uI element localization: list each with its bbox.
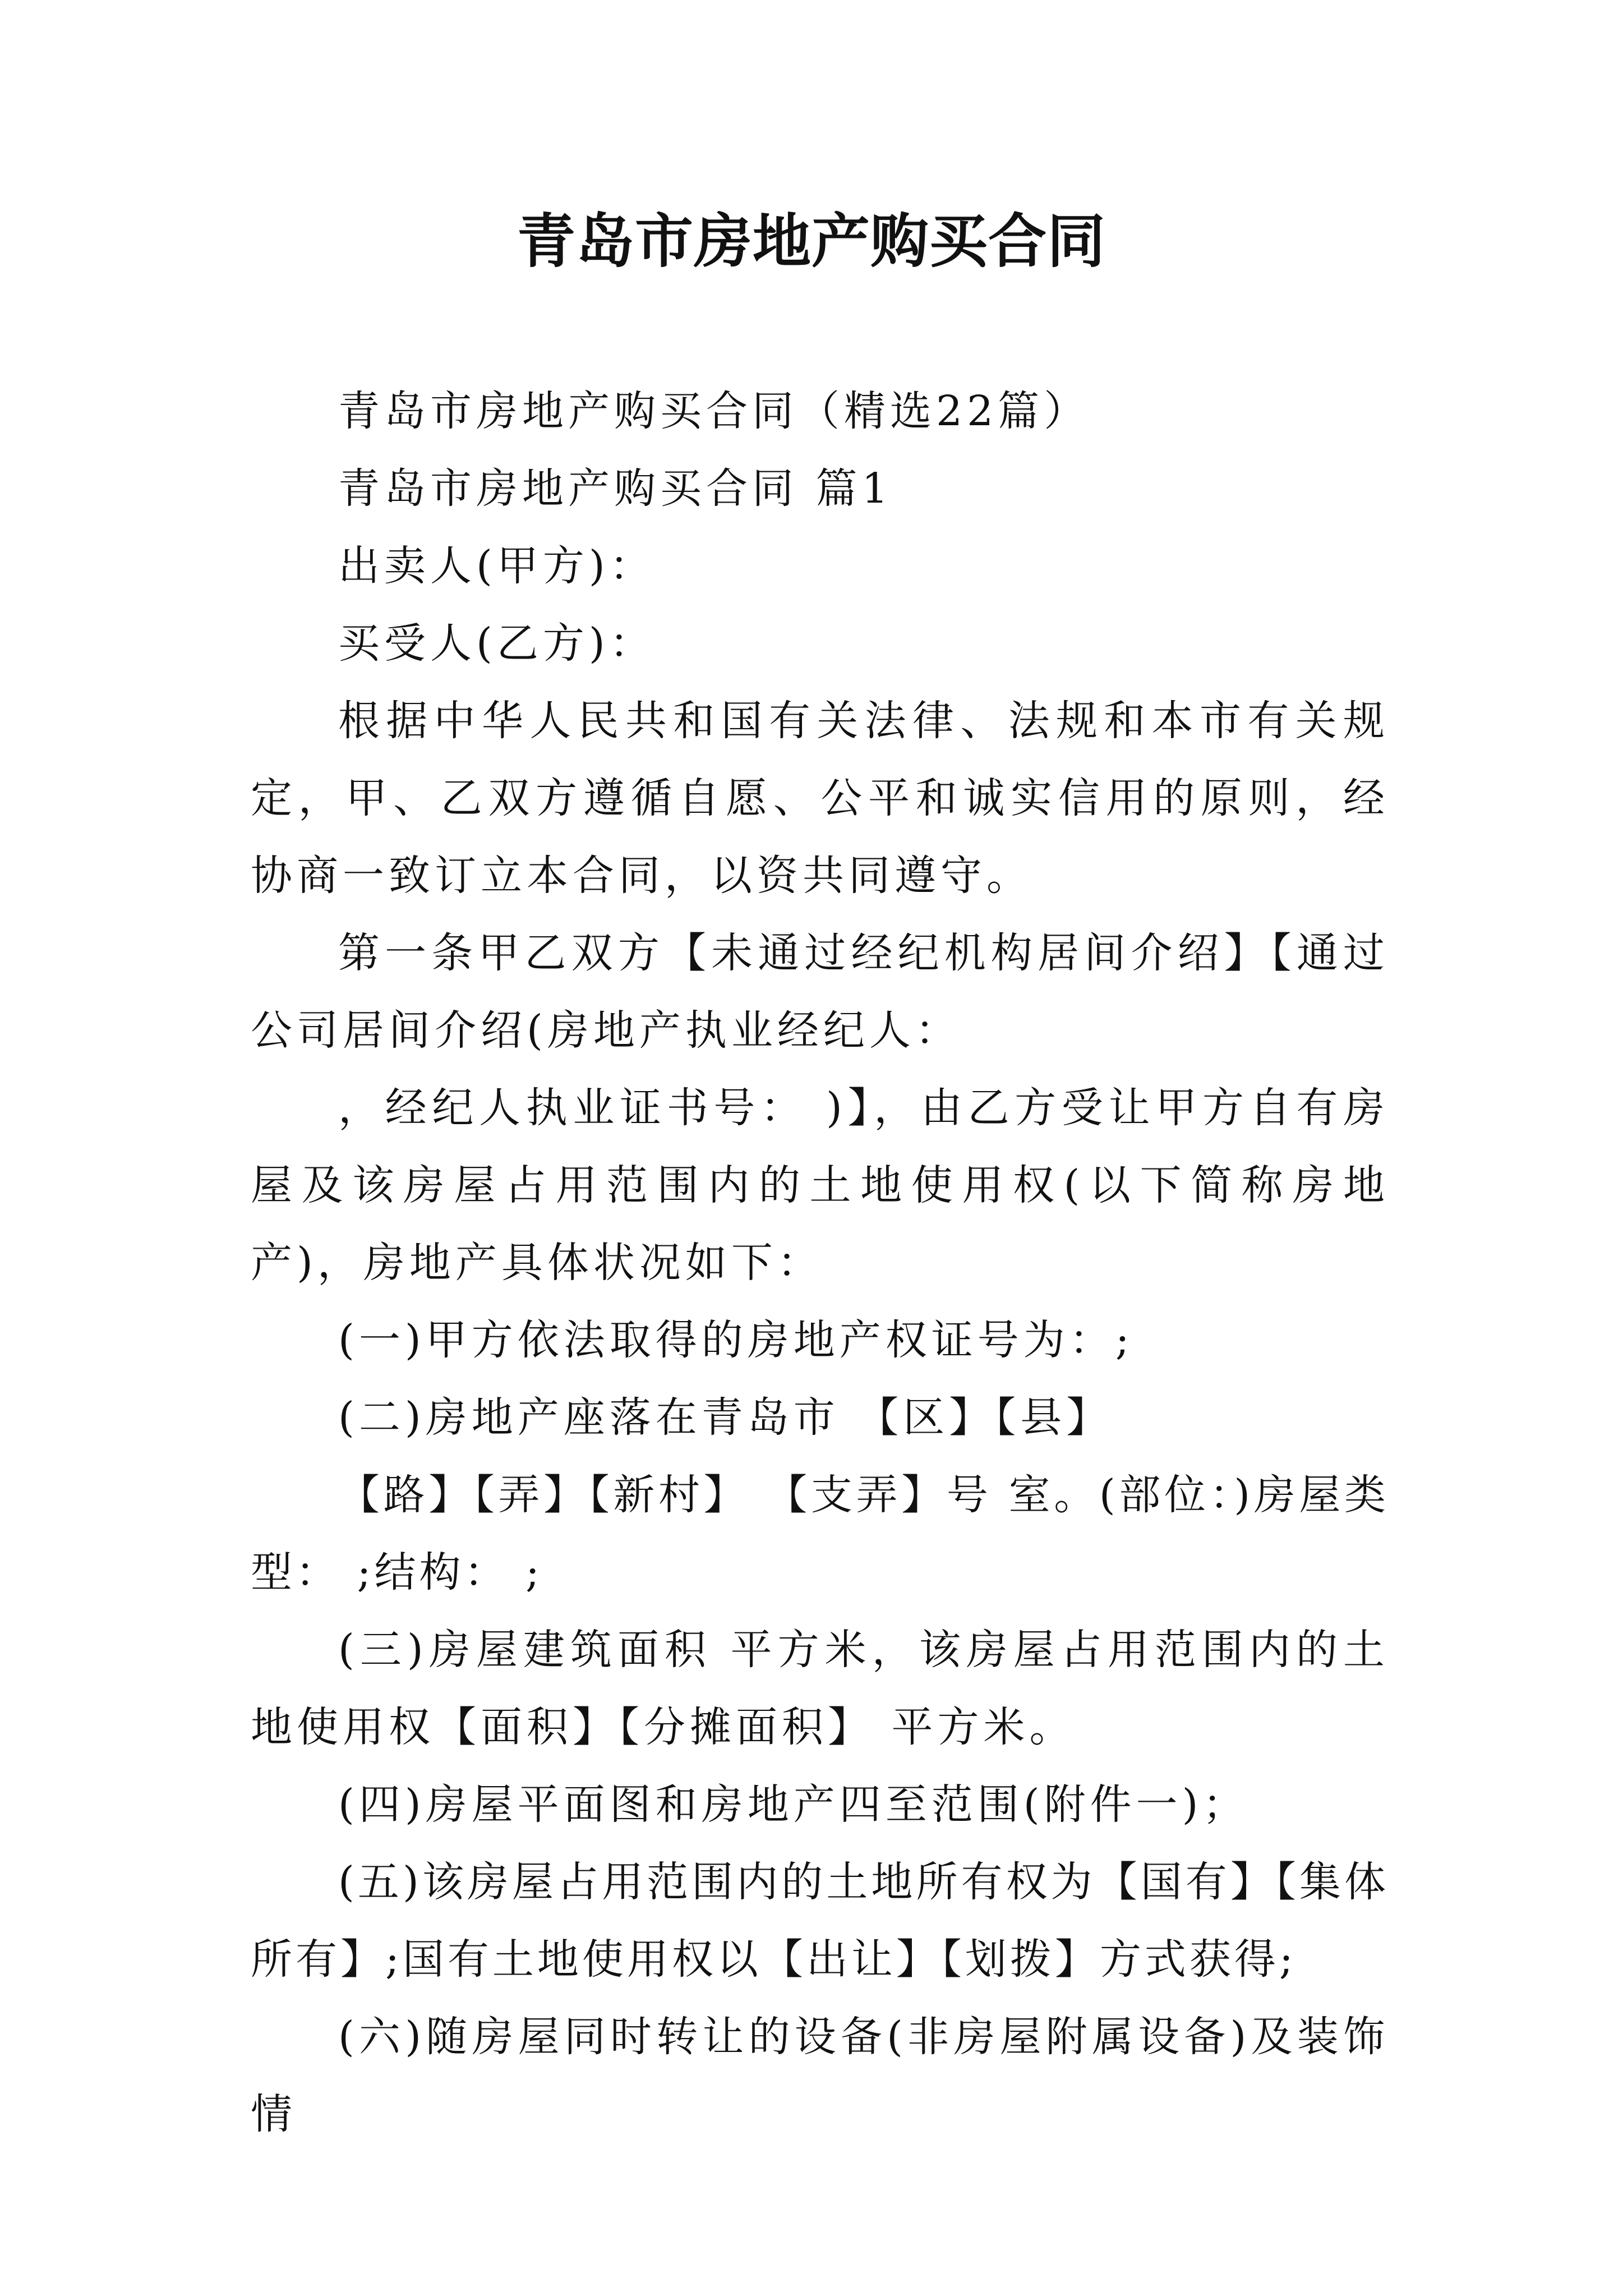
- paragraph-preamble: 根据中华人民共和国有关法律、法规和本市有关规定，甲、乙双方遵循自愿、公平和诚实信用的原则，经协商一致订立本合同，以资共同遵守。: [251, 697, 1389, 900]
- paragraph-clause-1: 第一条甲乙双方【未通过经纪机构居间介绍】【通过公司居间介绍(房地产执业经纪人：: [251, 929, 1389, 1055]
- paragraph-item-2-address: 【路】【弄】【新村】 【支弄】号 室。(部位：)房屋类型： ;结构： ;: [251, 1471, 1389, 1596]
- paragraph-item-4: (四)房屋平面图和房地产四至范围(附件一)；: [338, 1780, 1249, 1829]
- paragraph-clause-1-continued: ，经纪人执业证书号： )】，由乙方受让甲方自有房屋及该房屋占用范围内的土地使用权(以下简称房地产)，房地产具体状况如下：: [251, 1084, 1389, 1287]
- paragraph-item-6: (六)随房屋同时转让的设备(非房屋附属设备)及装饰情: [251, 2013, 1389, 2138]
- document-body: [251, 372, 1389, 2153]
- paragraph-buyer: 买受人(乙方)：: [338, 619, 656, 668]
- document-title: 青岛市房地产购买合同: [517, 206, 1106, 275]
- paragraph-item-5: (五)该房屋占用范围内的土地所有权为【国有】【集体所有】;国有土地使用权以【出让】【划拨】方式获得;: [251, 1858, 1389, 1984]
- paragraph-article-heading: 青岛市房地产购买合同 篇1: [338, 464, 893, 513]
- paragraph-item-2: (二)房地产座落在青岛市 【区】【县】: [338, 1393, 1113, 1442]
- paragraph-seller: 出卖人(甲方)：: [338, 542, 656, 590]
- paragraph-item-1: (一)甲方依法取得的房地产权证号为：;: [338, 1316, 1134, 1364]
- paragraph-subtitle: 青岛市房地产购买合同（精选22篇）: [338, 387, 1090, 435]
- paragraph-item-3: (三)房屋建筑面积 平方米，该房屋占用范围内的土地使用权【面积】【分摊面积】 平方米。: [251, 1626, 1389, 1751]
